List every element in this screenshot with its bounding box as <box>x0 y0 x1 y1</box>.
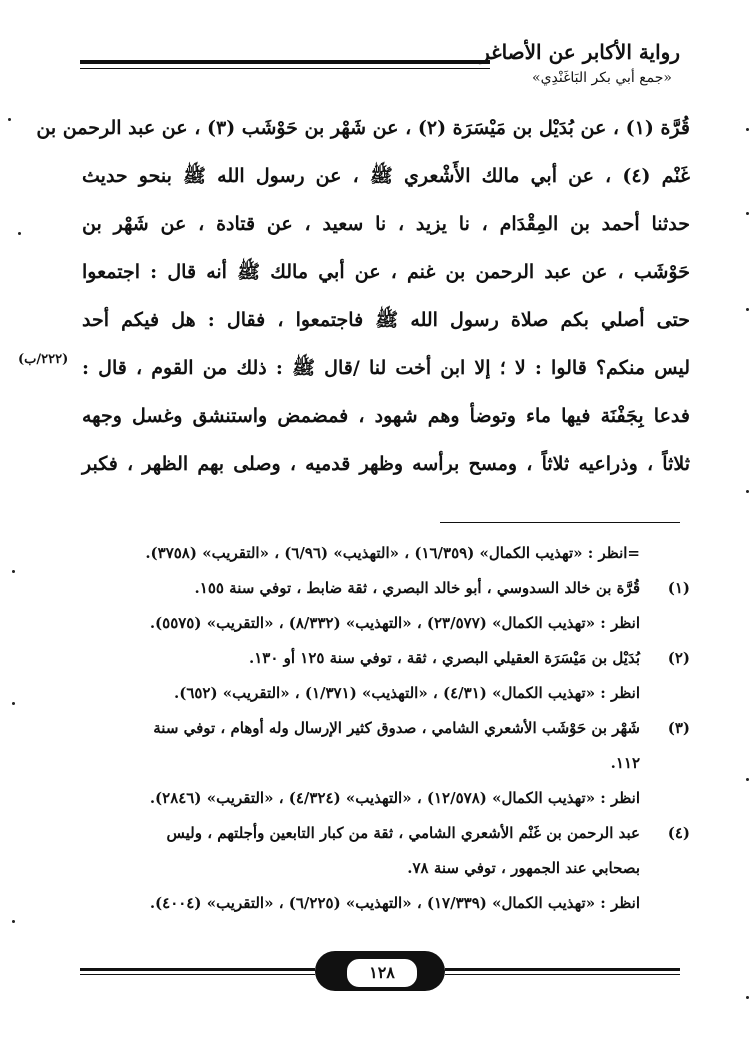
scan-dot <box>18 232 21 235</box>
margin-folio-note: (٢٢٢/ب) <box>18 352 69 367</box>
scan-dot <box>746 128 749 131</box>
header-subtitle: «جمع أبي بكر البَاغَنْدِي» <box>532 70 672 86</box>
footnote-number: (٤) <box>667 824 690 842</box>
footnote-line <box>82 711 690 746</box>
footer-rule-thin-right <box>445 974 680 975</box>
footnote-text: شَهْر بن حَوْشَب الأشعري الشامي ، صدوق كثير الإرسال وله أوهام ، توفي سنة <box>153 719 640 737</box>
footer-rule-right <box>445 968 680 971</box>
scan-dot <box>746 212 749 215</box>
footnotes <box>82 536 690 921</box>
footnote-line <box>82 746 690 781</box>
footer-rule-left <box>80 968 315 971</box>
text-line: حَوْشَب ، عن عبد الرحمن بن غنم ، عن أبي مالك ﷺ أنه قال : اجتمعوا <box>82 261 690 283</box>
footnote-text: انظر : «تهذيب الكمال» (٢٣/٥٧٧) ، «التهذيب» (٨/٣٣٢) ، «التقريب» (٥٥٧٥). <box>149 614 640 632</box>
scan-dot <box>12 920 15 923</box>
scan-dot <box>746 996 749 999</box>
scan-dot <box>746 490 749 493</box>
footnote-text: انظر : «تهذيب الكمال» (٤/٣١) ، «التهذيب» (١/٣٧١) ، «التقريب» (٦٥٢). <box>173 684 640 702</box>
page-number-ornament <box>315 951 445 991</box>
footnote-line <box>82 886 690 921</box>
footnote-line <box>82 676 690 711</box>
scan-dot <box>12 702 15 705</box>
text-line: غَنْم (٤) ، عن أبي مالك الأَشْعري ﷺ ، عن رسول الله ﷺ بنحو حديث <box>82 165 690 187</box>
text-line: فدعا بِجَفْنَة فيها ماء وتوضأ وهم شهود ، فمضمض واستنشق وغسل وجهه <box>82 405 690 427</box>
scan-dot <box>746 308 749 311</box>
footer-rule-thin-left <box>80 974 315 975</box>
text-line: ثلاثاً ، وذراعيه ثلاثاً ، ومسح برأسه وظهر قدميه ، وصلى بهم الظهر ، فكبر <box>82 453 690 475</box>
footnote-text: بُدَيْل بن مَيْسَرَة العقيلي البصري ، ثقة ، توفي سنة ١٢٥ أو ١٣٠. <box>249 649 640 667</box>
text-line: حدثنا أحمد بن المِقْدَام ، نا يزيد ، نا سعيد ، عن قتادة ، عن شَهْر بن <box>82 213 690 235</box>
footnote-text: =انظر : «تهذيب الكمال» (١٦/٣٥٩) ، «التهذيب» (٦/٩٦) ، «التقريب» (٣٧٥٨). <box>145 544 640 562</box>
footnote-separator <box>440 522 680 523</box>
header-rule <box>80 60 490 64</box>
footnote-line <box>82 571 690 606</box>
footnote-line <box>82 536 690 571</box>
footnote-text: ١١٢. <box>610 754 640 772</box>
footnote-text: عبد الرحمن بن غَنْم الأشعري الشامي ، ثقة من كبار التابعين وأجلتهم ، وليس <box>166 824 640 842</box>
footnote-text: انظر : «تهذيب الكمال» (١٢/٥٧٨) ، «التهذيب» (٤/٣٢٤) ، «التقريب» (٢٨٤٦). <box>149 789 640 807</box>
text-line: حتى أصلي بكم صلاة رسول الله ﷺ فاجتمعوا ، فقال : هل فيكم أحد <box>82 309 690 331</box>
footnote-line <box>82 816 690 851</box>
footnote-line <box>82 781 690 816</box>
page-number: ١٢٨ <box>345 957 419 989</box>
footnote-text: انظر : «تهذيب الكمال» (١٧/٣٣٩) ، «التهذيب» (٦/٢٢٥) ، «التقريب» (٤٠٠٤). <box>149 894 640 912</box>
header-rule-thin <box>80 68 490 69</box>
scan-dot <box>12 570 15 573</box>
footnote-line <box>82 851 690 886</box>
footnote-number: (٣) <box>667 719 690 737</box>
footnote-text: قُرَّة بن خالد السدوسي ، أبو خالد البصري ، ثقة ضابط ، توفي سنة ١٥٥. <box>194 579 640 597</box>
footnote-line <box>82 606 690 641</box>
page-footer <box>80 945 680 995</box>
header-title: رواية الأكابر عن الأصاغر <box>480 40 680 64</box>
page-header <box>80 40 680 90</box>
footnote-number: (٢) <box>667 649 690 667</box>
footnote-line <box>82 641 690 676</box>
scan-dot <box>8 118 11 121</box>
footnote-number: (١) <box>667 579 690 597</box>
text-line: قُرَّة (١) ، عن بُدَيْل بن مَيْسَرَة (٢) ، عن شَهْر بن حَوْشَب (٣) ، عن عبد الرحمن بن <box>36 117 690 139</box>
scan-dot <box>746 778 749 781</box>
footnote-text: بصحابي عند الجمهور ، توفي سنة ٧٨. <box>407 859 640 877</box>
text-line: ليس منكم؟ قالوا : لا ؛ إلا ابن أخت لنا /قال ﷺ : ذلك من القوم ، قال : <box>82 357 690 379</box>
